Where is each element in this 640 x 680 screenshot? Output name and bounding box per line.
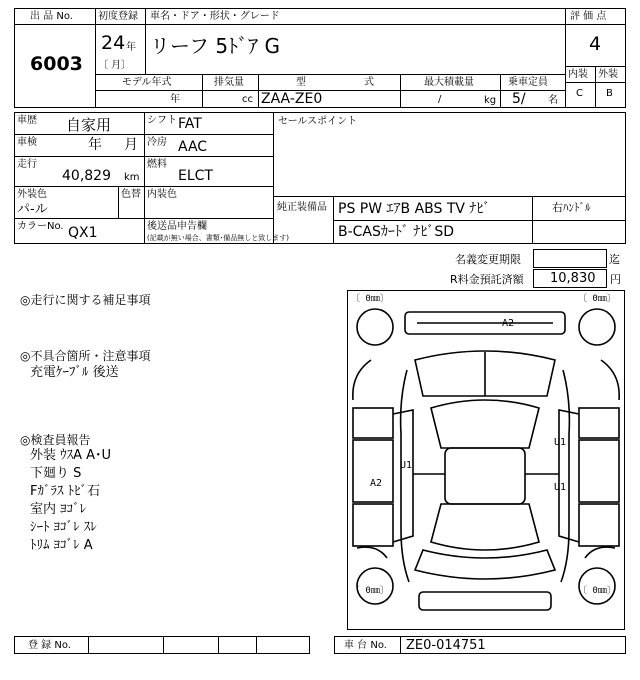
lot-number: 6003 [30,53,83,75]
shift-label: シフト [147,115,177,126]
damage-mark-right-rear-door: U1 [554,482,567,493]
seats-label: 乗車定員 [508,77,548,88]
model-year-unit: 年 [170,94,180,105]
car-name-label: 車名・ドア・形状・グレード [150,11,280,22]
equipment-line-1: PS PW ｴｱB ABS TV ﾅﾋﾞ [338,201,491,217]
chassis-label: 車 台 No. [344,640,387,651]
seats-value: 5/ [512,91,526,107]
color-no-value: QX1 [68,225,98,241]
damage-mark-left-roof: U1 [400,460,413,471]
damage-mark-right-front-door: U1 [554,437,567,448]
mileage-unit: km [124,172,140,183]
inspector-report-title: ◎検査員報告 [20,433,91,447]
ext-color-value: パ-ル [17,202,48,217]
mileage-value: 40,829 [62,168,111,184]
mileage-label: 走行 [17,159,37,170]
damage-mark-left-front: A2 [370,478,383,489]
name-change-label: 名義変更期限 [455,253,521,266]
report-line: 外装 ｳｽA A･U [30,448,112,463]
first-reg-year: 24 [101,32,126,54]
ext-color-label: 外装色 [17,189,47,200]
model-code: ZAA-ZE0 [261,91,323,107]
equipment-line-2: B-CASｶｰﾄﾞ ﾅﾋﾞSD [338,224,455,240]
defect-line-1: 充電ｹｰﾌﾞﾙ 後送 [30,365,119,380]
driving-notes-title: ◎走行に関する補足事項 [20,293,151,307]
capacity-value: / [438,94,442,105]
tire-depth-front-left: 〔 0㎜〕 [351,294,389,304]
color-change-label: 色替 [121,189,141,200]
type-label: 型 [296,77,306,88]
report-line: ｼｰﾄ ﾖｺﾞﾚ ｽﾚ [30,520,97,535]
report-line: Fｶﾞﾗｽ ﾄﾋﾞ石 [30,484,101,499]
capacity-unit: kg [484,95,497,106]
tire-depth-rear-right: 〔 0㎜〕 [578,586,616,596]
color-no-label: カラーNo. [17,221,64,232]
history-value: 自家用 [66,116,112,134]
steering-value: 右ﾊﾝﾄﾞﾙ [552,201,591,214]
report-line: ﾄﾘﾑ ﾖｺﾞﾚ A [30,538,93,553]
aftermarket-label: 後送品申告欄 [147,221,207,232]
recycle-value: 10,830 [550,271,596,286]
chassis-number: ZE0-014751 [406,638,486,653]
ac-label: 冷房 [147,137,167,148]
history-label: 車歴 [17,115,37,126]
first-reg-year-unit: 年 [126,42,136,53]
score-label: 評 価 点 [570,11,607,22]
recycle-unit: 円 [610,273,621,286]
car-outline [347,290,625,630]
name-change-unit: 迄 [609,253,620,266]
tire-depth-front-right: 〔 0㎜〕 [578,294,616,304]
report-line: 下廻り S [30,466,82,481]
int-color-label: 内装色 [147,189,177,200]
fuel-label: 燃料 [147,159,167,170]
first-reg-month: 〔 月〕 [98,60,132,71]
shift-value: FAT [178,116,202,132]
interior-grade: C [576,88,583,99]
exterior-label: 外装 [598,69,618,80]
capacity-label: 最大積載量 [424,77,474,88]
displacement-unit: cc [242,94,253,105]
seats-unit: 名 [548,95,558,106]
inspection-label: 車検 [17,137,37,148]
fuel-value: ELCT [178,168,213,184]
equipment-label: 純正装備品 [277,202,327,213]
report-line: 室内 ﾖｺﾞﾚ [30,502,87,517]
displacement-label: 排気量 [214,77,244,88]
sales-point-label: セールスポイント [278,116,358,127]
model-year-label: モデル年式 [122,77,172,88]
aftermarket-note: (記載が無い場合、書類･備品無しと致します) [147,234,289,242]
type-label-2: 式 [364,77,374,88]
defect-notes-title: ◎不具合箇所・注意事項 [20,349,151,363]
recycle-label: R料金預託済額 [450,273,524,286]
damage-mark-front-bumper: A2 [502,318,515,329]
interior-label: 内装 [568,69,588,80]
first-reg-label: 初度登録 [98,11,138,22]
lot-label: 出 品 No. [30,11,73,22]
ac-value: AAC [178,139,208,155]
registration-label: 登 録 No. [28,640,71,651]
inspection-month: 月 [124,137,138,153]
tire-depth-rear-left: 〔 0㎜〕 [351,586,389,596]
inspection-year: 年 [88,137,102,153]
overall-score: 4 [589,33,602,55]
car-name: リーフ 5ﾄﾞｱ G [150,34,280,58]
exterior-grade: B [606,88,613,99]
